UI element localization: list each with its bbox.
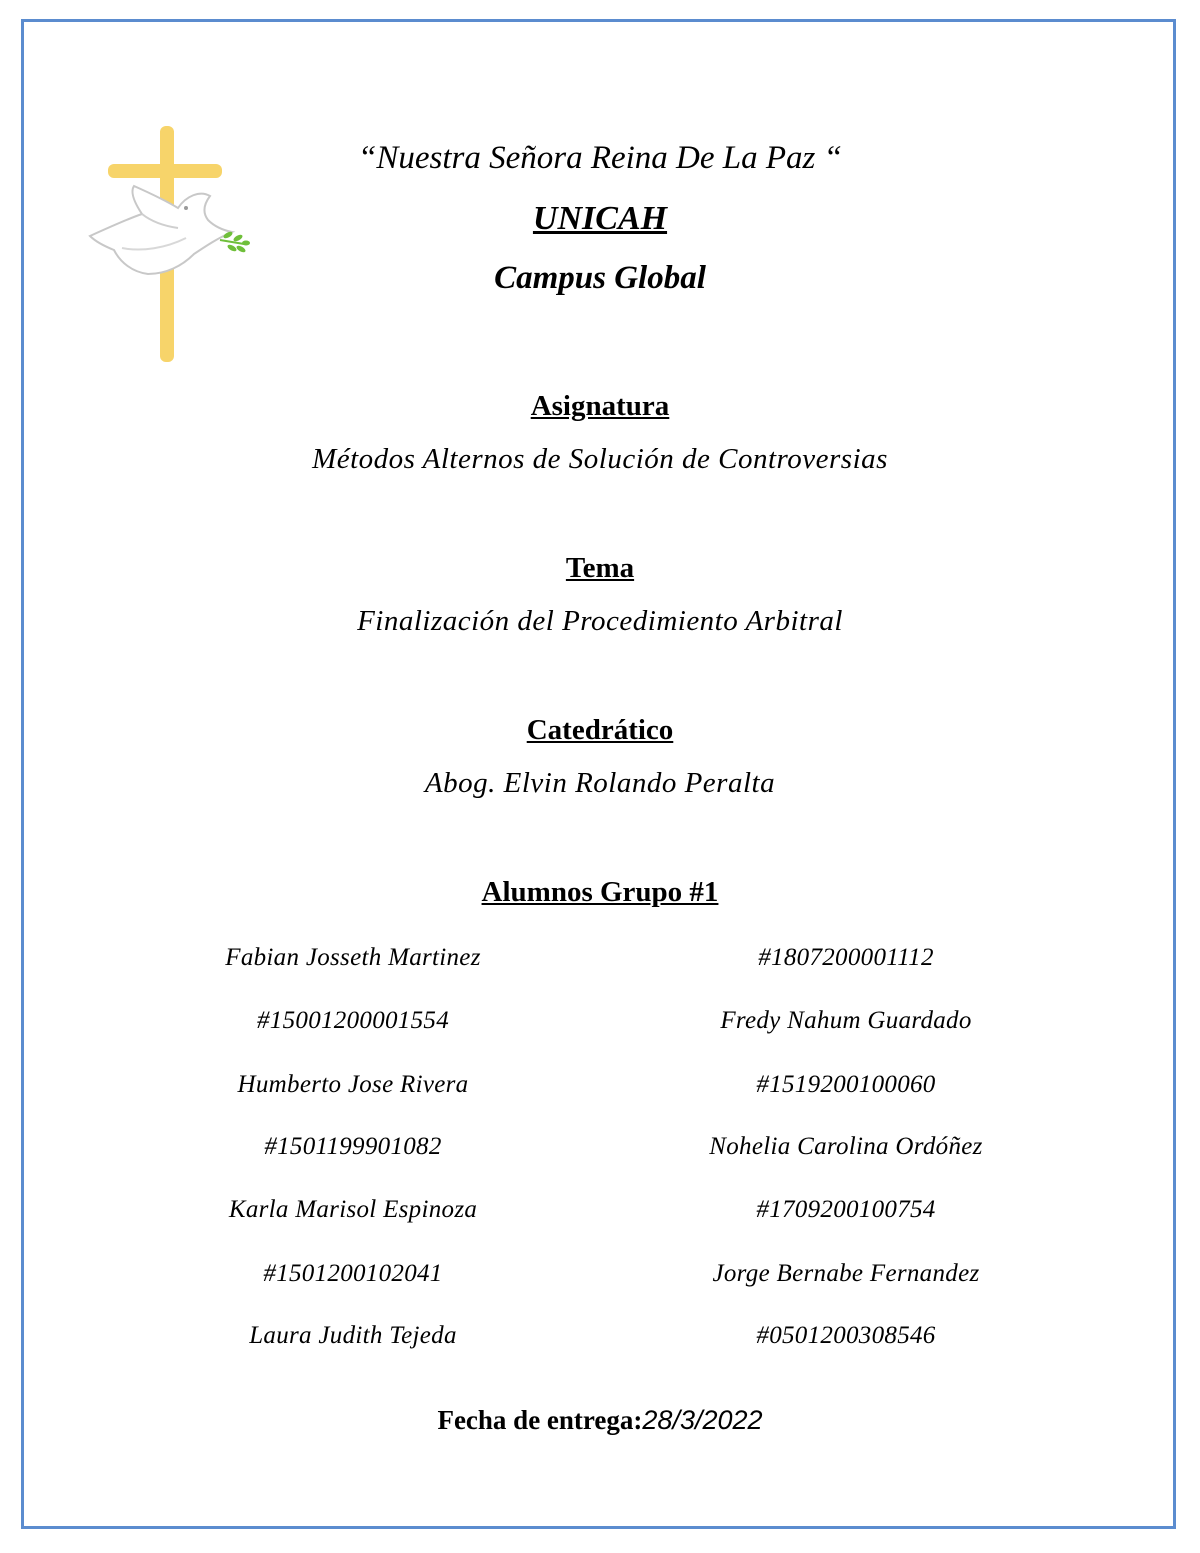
student-cell: #1501199901082 bbox=[264, 1133, 442, 1160]
student-cell: Fabian Josseth Martinez bbox=[225, 944, 481, 971]
asignatura-value: Métodos Alternos de Solución de Controversias bbox=[312, 443, 888, 475]
student-cell: Humberto Jose Rivera bbox=[237, 1071, 469, 1098]
student-cell: #1501200102041 bbox=[263, 1260, 443, 1287]
delivery-date bbox=[0, 1405, 1200, 1436]
student-cell: Fredy Nahum Guardado bbox=[720, 1007, 972, 1034]
student-cell: #0501200308546 bbox=[756, 1322, 936, 1349]
student-cell: Karla Marisol Espinoza bbox=[228, 1196, 478, 1223]
student-cell: #1709200100754 bbox=[756, 1196, 936, 1223]
student-cell: Laura Judith Tejeda bbox=[249, 1322, 457, 1349]
school-motto: “Nuestra Señora Reina De La Paz “ bbox=[357, 140, 842, 176]
student-cell: Nohelia Carolina Ordóñez bbox=[709, 1133, 983, 1160]
student-cell: #1519200100060 bbox=[756, 1071, 936, 1098]
student-cell: Jorge Bernabe Fernandez bbox=[712, 1260, 980, 1287]
delivery-date-value: 28/3/2022 bbox=[642, 1405, 763, 1435]
catedratico-value: Abog. Elvin Rolando Peralta bbox=[424, 767, 776, 799]
catedratico-heading: Catedrático bbox=[526, 714, 674, 746]
tema-heading: Tema bbox=[565, 552, 635, 584]
delivery-date-label: Fecha de entrega: bbox=[437, 1405, 643, 1435]
campus-name: Campus Global bbox=[494, 260, 706, 296]
tema-value: Finalización del Procedimiento Arbitral bbox=[357, 605, 843, 637]
university-name: UNICAH bbox=[532, 200, 668, 237]
student-cell: #1807200001112 bbox=[758, 944, 934, 971]
asignatura-heading: Asignatura bbox=[530, 390, 670, 422]
student-cell: #15001200001554 bbox=[257, 1007, 449, 1034]
alumnos-heading: Alumnos Grupo #1 bbox=[481, 876, 719, 908]
